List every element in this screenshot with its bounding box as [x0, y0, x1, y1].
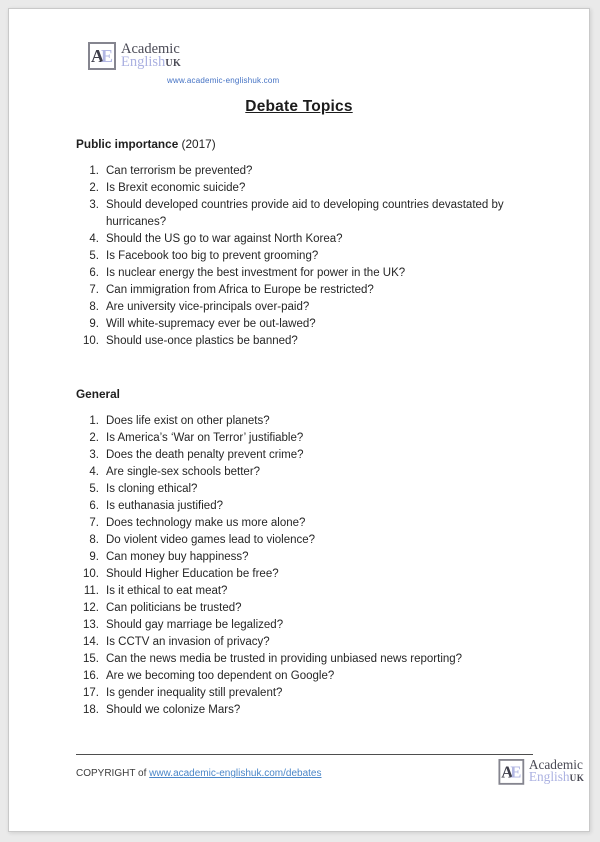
list-item: Should gay marriage be legalized?: [106, 619, 284, 631]
list-item: Is nuclear energy the best investment for power in the UK?: [106, 267, 406, 279]
public-importance-topics-list: [76, 163, 519, 350]
monogram-letter-e: E: [100, 46, 113, 66]
list-item: Are university vice-principals over-paid?: [106, 301, 310, 313]
list-item: Can immigration from Africa to Europe be restricted?: [106, 284, 374, 296]
logo-word-academic: Academic: [121, 41, 180, 57]
list-item: Does technology make us more alone?: [106, 517, 306, 529]
document-page: [8, 8, 590, 832]
list-item: Is gender inequality still prevalent?: [106, 687, 283, 699]
list-item: Is euthanasia justified?: [106, 500, 223, 512]
logo-word-academic: Academic: [528, 758, 583, 773]
general-topics-list: [76, 413, 519, 719]
document-footer: [76, 754, 584, 787]
section-heading-text: Public importance: [76, 137, 179, 151]
monogram-letter-a: A: [500, 762, 513, 782]
list-item: Will white-supremacy ever be out-lawed?: [106, 318, 316, 330]
list-item: Can the news media be trusted in providing unbiased news reporting?: [106, 653, 463, 665]
list-item: Is Facebook too big to prevent grooming?: [106, 250, 319, 262]
logo-word-uk: UK: [165, 58, 182, 69]
page-title: Debate Topics: [245, 98, 353, 115]
footer-debates-link[interactable]: www.academic-englishuk.com/debates: [149, 768, 322, 779]
list-item: Does the death penalty prevent crime?: [106, 449, 304, 461]
list-item: Is cloning ethical?: [106, 483, 198, 495]
copyright-text: [76, 768, 321, 779]
list-item: Can politicians be trusted?: [106, 602, 242, 614]
list-item: Should we colonize Mars?: [106, 704, 241, 716]
section-general: [76, 387, 519, 719]
section-heading-note: (2017): [178, 137, 216, 151]
copyright-prefix: COPYRIGHT of: [76, 768, 150, 779]
logo-word-uk: UK: [569, 773, 584, 784]
list-item: Are we becoming too dependent on Google?: [106, 670, 335, 682]
academic-english-uk-logo: [88, 42, 589, 70]
logo-word-english: English: [121, 54, 166, 70]
list-item: Do violent video games lead to violence?: [106, 534, 316, 546]
list-item: Are single-sex schools better?: [106, 466, 261, 478]
header-website-link[interactable]: www.academic-englishuk.com: [167, 76, 280, 85]
list-item: Can money buy happiness?: [106, 551, 249, 563]
logo-wordmark: [529, 759, 584, 785]
list-item: Does life exist on other planets?: [106, 415, 270, 427]
list-item: Should Higher Education be free?: [106, 568, 279, 580]
section-heading-text: General: [76, 387, 120, 401]
footer-divider: [76, 754, 533, 755]
section-heading: [76, 137, 519, 151]
list-item: Is CCTV an invasion of privacy?: [106, 636, 270, 648]
logo-wordmark: [121, 42, 181, 70]
section-public-importance: [76, 137, 519, 350]
document-header: [9, 9, 589, 88]
list-item: Should use-once plastics be banned?: [106, 335, 298, 347]
section-heading: [76, 387, 519, 401]
monogram-letter-e: E: [510, 762, 522, 782]
list-item: Should the US go to war against North Korea?: [106, 233, 343, 245]
monogram-letter-a: A: [90, 46, 104, 66]
ae-monogram-icon: [498, 759, 524, 785]
ae-monogram-icon: [88, 42, 116, 70]
list-item: Is America’s ‘War on Terror’ justifiable?: [106, 432, 304, 444]
list-item: Is Brexit economic suicide?: [106, 182, 246, 194]
academic-english-uk-logo-footer: [498, 759, 584, 785]
list-item: Is it ethical to eat meat?: [106, 585, 228, 597]
list-item: Can terrorism be prevented?: [106, 165, 253, 177]
logo-word-english: English: [528, 770, 570, 785]
document-body: [76, 137, 519, 719]
list-item: Should developed countries provide aid to developing countries devastated by hurricanes?: [106, 199, 504, 228]
